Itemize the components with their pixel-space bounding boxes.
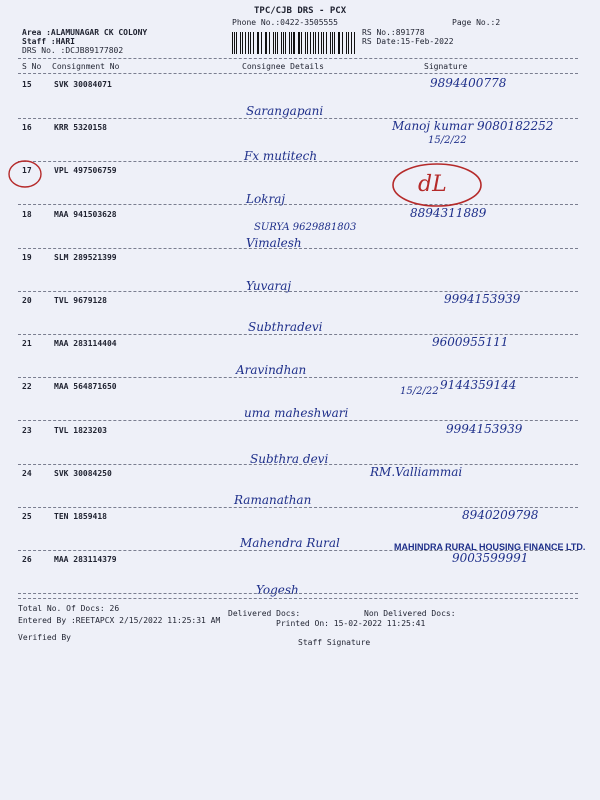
delivered-docs: Delivered Docs: <box>228 609 301 618</box>
row-signature-note: 15/2/22 <box>400 386 439 398</box>
total-docs: Total No. Of Docs: 26 <box>18 604 120 613</box>
row-consignment-no: VPL 497506759 <box>54 166 117 176</box>
row-consignment-no: MAA 283114404 <box>54 339 117 349</box>
row-consignment-no: SVK 30084071 <box>54 80 112 89</box>
row-sno: 16 <box>22 123 32 133</box>
row-consignment-no: MAA 283114379 <box>54 555 117 565</box>
barcode-bar <box>338 32 339 54</box>
row-sno: 20 <box>22 296 32 305</box>
staff-signature: Staff Signature <box>298 638 371 647</box>
row-signature: dL <box>418 172 447 198</box>
row-signature: 9600955111 <box>432 335 509 350</box>
barcode-bar <box>342 32 343 54</box>
row-consignee-name: Lokraj <box>246 192 286 207</box>
barcode-bar <box>273 32 274 54</box>
row-sno: 24 <box>22 468 32 478</box>
barcode-bar <box>269 32 270 54</box>
row-signature: 9994153939 <box>444 292 521 306</box>
row-consignment-no: MAA 564871650 <box>54 382 117 392</box>
page-number: Page No.:2 <box>452 18 501 27</box>
row-separator <box>18 464 578 465</box>
barcode-bar <box>293 32 294 54</box>
columns-rule <box>18 73 578 74</box>
row-consignment-no: KRR 5320158 <box>54 123 107 133</box>
row-signature: 8940209798 <box>462 508 539 522</box>
row-sno: 21 <box>22 339 32 349</box>
row-separator <box>18 248 578 249</box>
barcode-bar <box>277 32 278 54</box>
row-sno: 23 <box>22 425 32 435</box>
row-consignment-no: TVL 1823203 <box>54 425 107 435</box>
barcode-bar <box>253 32 254 54</box>
row-separator <box>18 161 578 162</box>
barcode-bar <box>301 32 302 54</box>
barcode-bar <box>326 32 327 54</box>
row-consignment-no: SVK 30084250 <box>54 468 112 478</box>
barcode-bar <box>346 32 347 54</box>
col-consignee: Consignee Details <box>242 62 324 71</box>
row-sno: 25 <box>22 512 32 521</box>
barcode-image <box>232 32 356 54</box>
row-consignment-no: TEN 1859418 <box>54 512 107 521</box>
row-consignee-name: Ramanathan <box>234 492 312 507</box>
row-sno: 17 <box>22 166 32 176</box>
phone-number: Phone No.:0422-3505555 <box>232 18 338 27</box>
row-signature: 8894311889 <box>410 205 487 220</box>
row-sno: 18 <box>22 209 32 219</box>
row-consignee-name: Aravindhan <box>236 363 307 378</box>
barcode-bar <box>307 32 308 54</box>
row-consignment-no: SLM 289521399 <box>54 252 117 262</box>
verified-by: Verified By <box>18 633 71 642</box>
col-sno: S No <box>22 62 42 71</box>
dl-signature-circle <box>390 160 486 210</box>
row-sno: 22 <box>22 382 32 392</box>
header-rule <box>18 58 578 59</box>
area-label: Area :ALAMUNAGAR CK COLONY <box>22 28 148 37</box>
staff-label: Staff :HARI <box>22 37 75 46</box>
row-signature: Manoj kumar 9080182252 <box>392 119 554 134</box>
row-consignee-name: Yuvaraj <box>246 278 292 293</box>
barcode-bar <box>354 32 355 54</box>
row-consignee-name: Yogesh <box>256 583 299 598</box>
row-signature: 9894400778 <box>430 76 507 90</box>
row-signature-note: 15/2/22 <box>428 135 467 147</box>
row-consignee-name: Sarangapani <box>246 104 324 118</box>
document-title: TPC/CJB DRS - PCX <box>254 6 347 16</box>
barcode-bar <box>232 32 233 54</box>
row-signature: 9994153939 <box>446 421 523 436</box>
barcode-bar <box>313 32 314 54</box>
barcode-bar <box>289 32 290 54</box>
barcode-bar <box>321 32 322 54</box>
row-signature: RM.Valliammai <box>370 464 463 479</box>
row-consignee-name: Subthra devi <box>250 451 329 466</box>
barcode-bar <box>261 32 262 54</box>
row-consignment-no: TVL 9679128 <box>54 296 107 305</box>
barcode-bar <box>240 32 241 54</box>
row-consignee-name: Fx mutitech <box>244 149 318 164</box>
row-signature: 9003599991 <box>452 551 529 566</box>
row-consignee-name: Mahendra Rural <box>240 536 340 550</box>
rs-date: RS Date:15-Feb-2022 <box>362 37 454 46</box>
row-signature-note: SURYA 9629881803 <box>254 221 357 233</box>
row-sno: 15 <box>22 80 32 89</box>
row-sno: 26 <box>22 555 32 565</box>
printed-on: Printed On: 15-02-2022 11:25:41 <box>276 619 426 628</box>
entered-by: Entered By :REETAPCX 2/15/2022 11:25:31 AM <box>18 616 221 625</box>
footer-rule <box>18 598 578 599</box>
barcode-bar <box>285 32 286 54</box>
row-consignee-name: Vimalesh <box>246 235 302 250</box>
row-signature: 9144359144 <box>440 378 517 393</box>
drs-number: DRS No. :DCJB89177802 <box>22 46 124 55</box>
row-separator <box>18 204 578 205</box>
row-sno: 19 <box>22 252 32 262</box>
row-company-stamp: MAHINDRA RURAL HOUSING FINANCE LTD. <box>394 542 586 552</box>
barcode-bar <box>248 32 249 54</box>
col-signature: Signature <box>424 62 468 71</box>
row-separator <box>18 593 578 594</box>
row-17-circle-mark <box>6 156 46 192</box>
barcode-bar <box>245 32 246 54</box>
col-consignment: Consignment No <box>52 62 120 71</box>
non-delivered-docs: Non Delivered Docs: <box>364 609 456 618</box>
row-consignee-name: uma maheshwari <box>244 406 349 421</box>
row-consignee-name: Subthradevi <box>248 320 323 334</box>
rs-number: RS No.:891778 <box>362 28 425 37</box>
row-consignment-no: MAA 941503628 <box>54 209 117 219</box>
barcode-bar <box>330 32 331 54</box>
